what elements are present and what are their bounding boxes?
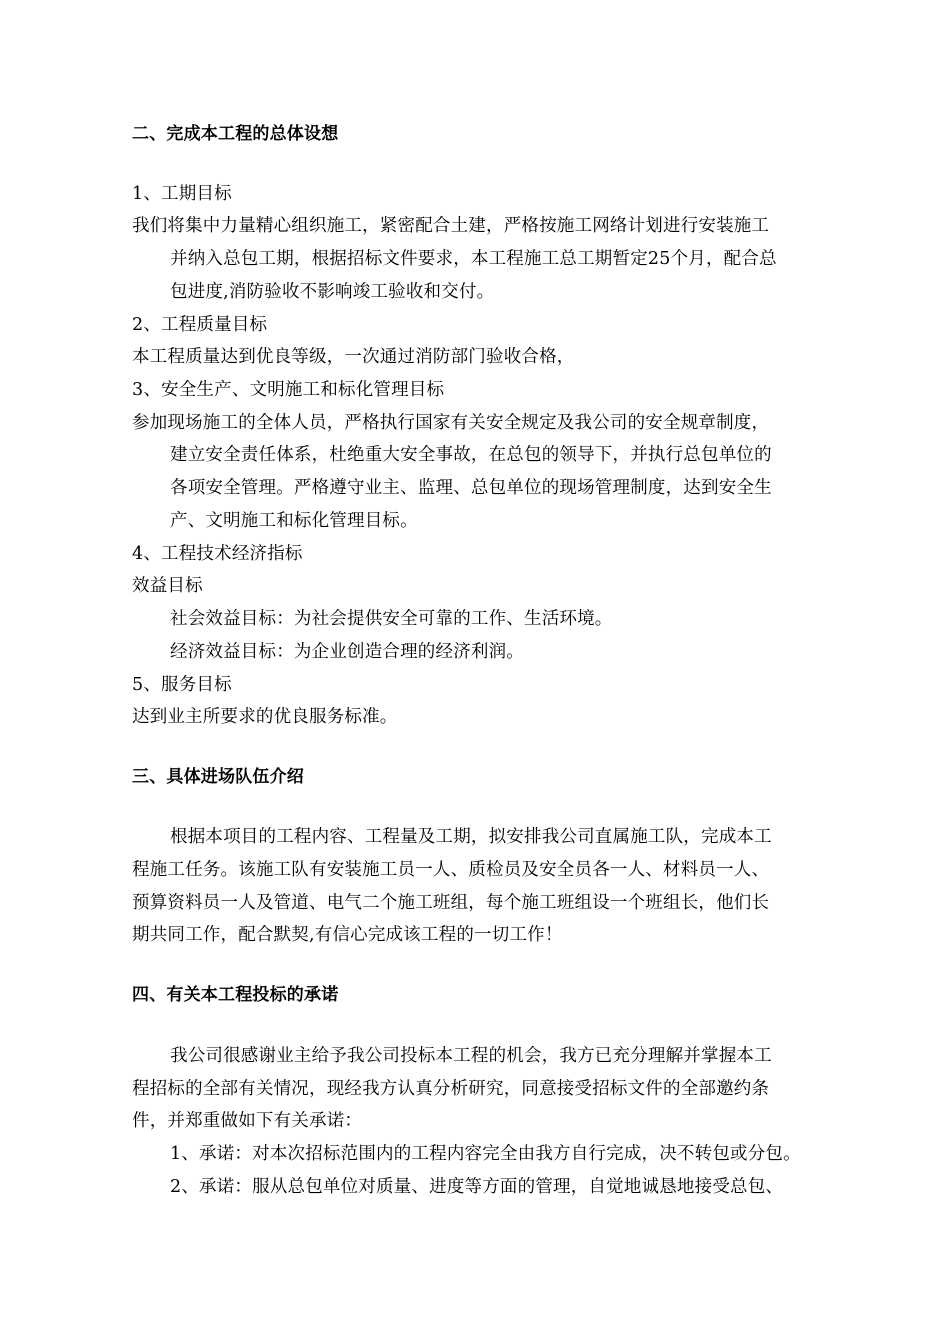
section-4-line-5: 2、承诺：服从总包单位对质量、进度等方面的管理，自觉地诚恳地接受总包、: [170, 1177, 784, 1197]
section-3-line-1: 根据本项目的工程内容、工程量及工期，拟安排我公司直属施工队，完成本工: [170, 827, 772, 847]
item-4-title: 4、工程技术经济指标: [132, 544, 303, 564]
section-3-line-4: 期共同工作，配合默契,有信心完成该工程的一切工作！: [132, 925, 563, 945]
section-4-heading: 四、有关本工程投标的承诺: [132, 985, 339, 1005]
item-4-line-1: 效益目标: [132, 576, 203, 596]
item-5-line-1: 达到业主所要求的优良服务标准。: [132, 707, 398, 727]
section-3-line-3: 预算资料员一人及管道、电气二个施工班组，每个施工班组设一个班组长，他们长: [132, 893, 770, 913]
section-4-line-4: 1、承诺：对本次招标范围内的工程内容完全由我方自行完成，决不转包或分包。: [170, 1144, 801, 1164]
item-3-line-2: 建立安全责任体系，杜绝重大安全事故，在总包的领导下，并执行总包单位的: [170, 445, 772, 465]
item-3-title: 3、安全生产、文明施工和标化管理目标: [132, 380, 445, 400]
section-3-heading: 三、具体进场队伍介绍: [132, 767, 304, 787]
item-1-line-1: 我们将集中力量精心组织施工，紧密配合土建，严格按施工网络计划进行安装施工: [132, 216, 770, 236]
item-5-title: 5、服务目标: [132, 675, 232, 695]
item-1-title: 1、工期目标: [132, 184, 232, 204]
section-3-line-2: 程施工任务。该施工队有安装施工员一人、质检员及安全员各一人、材料员一人、: [132, 860, 770, 880]
item-2-line-1: 本工程质量达到优良等级，一次通过消防部门验收合格，: [132, 347, 575, 367]
item-2-title: 2、工程质量目标: [132, 315, 268, 335]
item-3-line-1: 参加现场施工的全体人员，严格执行国家有关安全规定及我公司的安全规章制度，: [132, 413, 770, 433]
item-3-line-4: 产、文明施工和标化管理目标。: [170, 511, 418, 531]
section-4-line-1: 我公司很感谢业主给予我公司投标本工程的机会，我方已充分理解并掌握本工: [170, 1046, 772, 1066]
item-4-line-2: 社会效益目标：为社会提供安全可靠的工作、生活环境。: [170, 609, 613, 629]
item-4-line-3: 经济效益目标：为企业创造合理的经济利润。: [170, 642, 524, 662]
section-4-line-2: 程招标的全部有关情况，现经我方认真分析研究，同意接受招标文件的全部邀约条: [132, 1079, 770, 1099]
section-2-heading: 二、完成本工程的总体设想: [132, 124, 339, 144]
item-1-line-2: 并纳入总包工期，根据招标文件要求，本工程施工总工期暂定25个月，配合总: [170, 249, 777, 269]
item-3-line-3: 各项安全管理。严格遵守业主、监理、总包单位的现场管理制度，达到安全生: [170, 478, 772, 498]
item-1-line-3: 包进度,消防验收不影响竣工验收和交付。: [170, 282, 495, 302]
section-4-line-3: 件，并郑重做如下有关承诺：: [132, 1111, 363, 1131]
